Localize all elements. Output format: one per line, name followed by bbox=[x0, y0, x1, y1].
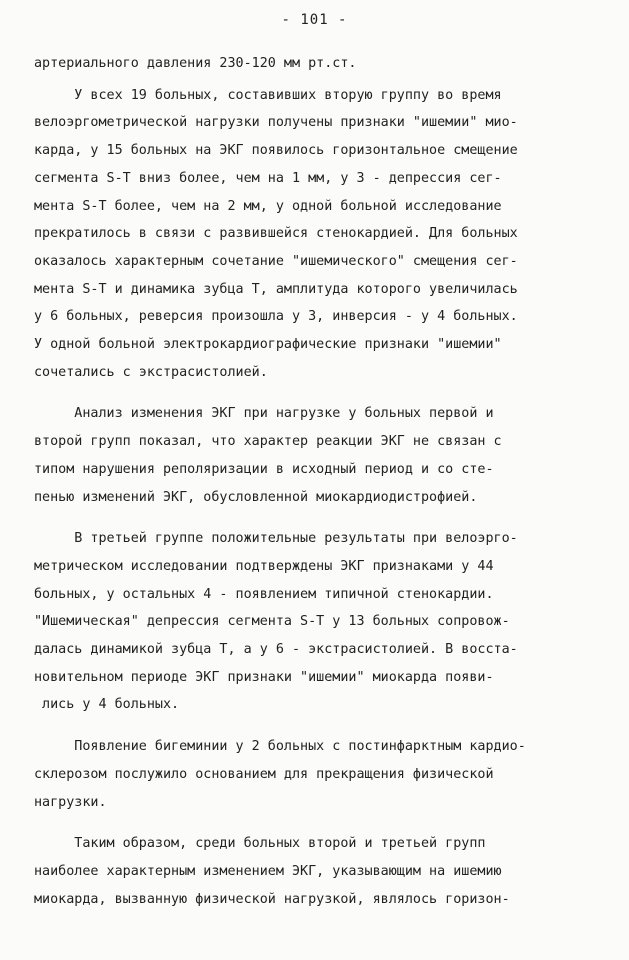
text-line: Появление бигеминии у 2 больных с постинфарктным кардио- bbox=[34, 739, 526, 755]
text-line: больных, у остальных 4 - появлением типичной стенокардии. bbox=[34, 586, 494, 602]
paragraph bbox=[34, 50, 599, 78]
text-line: лись у 4 больных. bbox=[34, 697, 180, 713]
text-line: прекратилось в связи с развившейся стенокардией. Для больных bbox=[34, 226, 518, 242]
paragraph-gap bbox=[34, 816, 599, 830]
text-line: сегмента S-T вниз более, чем на 1 мм, у 3 - депрессия сег- bbox=[34, 170, 502, 186]
text-line: оказалось характерным сочетание "ишемического" смещения сег- bbox=[34, 253, 518, 269]
text-line: наиболее характерным изменением ЭКГ, указывающим на ишемию bbox=[34, 863, 502, 879]
paragraph-gap bbox=[34, 386, 599, 400]
text-line: склерозом послужило основанием для прекращения физической bbox=[34, 766, 494, 782]
text-line: велоэргометрической нагрузки получены признаки "ишемии" мио- bbox=[34, 115, 518, 131]
text-line: второй групп показал, что характер реакции ЭКГ не связан с bbox=[34, 434, 502, 450]
text-line: Таким образом, среди больных второй и третьей групп bbox=[34, 836, 486, 852]
text-line: "Ишемическая" депрессия сегмента S-T у 13 больных сопровож- bbox=[34, 614, 510, 630]
text-line: артериального давления 230-120 мм рт.ст. bbox=[34, 56, 357, 71]
text-line: нагрузки. bbox=[34, 794, 107, 810]
text-line: далась динамикой зубца Т, а у 6 - экстрасистолией. В восста- bbox=[34, 642, 518, 658]
body-text bbox=[34, 50, 599, 913]
page-number: - 101 - bbox=[281, 12, 348, 28]
text-line: В третьей группе положительные результаты при велоэрго- bbox=[34, 531, 518, 547]
text-line: мента S-T более, чем на 2 мм, у одной больной исследование bbox=[34, 198, 502, 214]
text-line: У одной больной электрокардиографические признаки "ишемии" bbox=[34, 337, 502, 353]
paragraph bbox=[34, 830, 599, 913]
text-line: мента S-T и динамика зубца Т, амплитуда которого увеличилась bbox=[34, 281, 518, 297]
text-line: миокарда, вызванную физической нагрузкой, являлось горизон- bbox=[34, 891, 510, 907]
text-line: у 6 больных, реверсия произошла у 3, инверсия - у 4 больных. bbox=[34, 309, 518, 325]
paragraph bbox=[34, 82, 599, 387]
text-line: У всех 19 больных, составивших вторую группу во время bbox=[34, 87, 502, 103]
text-line: типом нарушения реполяризации в исходный период и со сте- bbox=[34, 461, 494, 477]
text-line: новительном периоде ЭКГ признаки "ишемии" миокарда появи- bbox=[34, 669, 494, 685]
paragraph-gap bbox=[34, 511, 599, 525]
paragraph bbox=[34, 525, 599, 719]
paragraph bbox=[34, 400, 599, 511]
text-line: Анализ изменения ЭКГ при нагрузке у больных первой и bbox=[34, 406, 494, 422]
text-line: пенью изменений ЭКГ, обусловленной миокардиодистрофией. bbox=[34, 489, 478, 505]
paragraph bbox=[34, 733, 599, 816]
paragraph-gap bbox=[34, 719, 599, 733]
text-line: метрическом исследовании подтверждены ЭКГ признаками у 44 bbox=[34, 558, 494, 574]
text-line: карда, у 15 больных на ЭКГ появилось горизонтальное смещение bbox=[34, 143, 518, 159]
text-line: сочетались с экстрасистолией. bbox=[34, 364, 268, 380]
